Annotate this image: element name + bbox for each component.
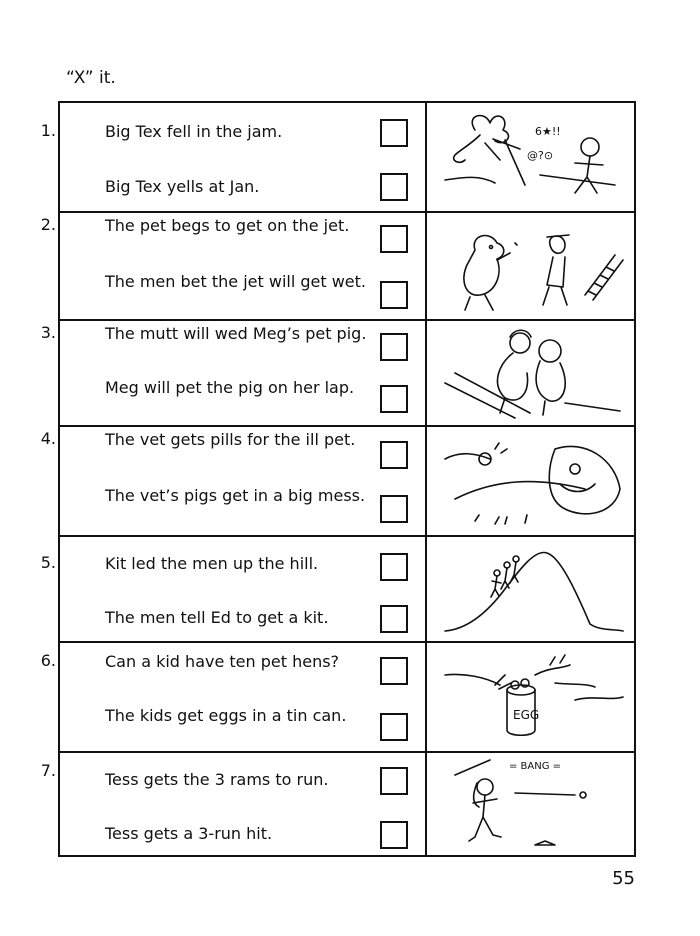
curse-text: 6★!! xyxy=(535,125,561,138)
sentence-a: Kit led the men up the hill. xyxy=(105,554,319,573)
item-number: 1. xyxy=(40,121,56,140)
sentence-b: Big Tex yells at Jan. xyxy=(105,177,260,196)
checkbox-a[interactable] xyxy=(380,553,408,581)
sentence-b: The kids get eggs in a tin can. xyxy=(105,706,347,725)
item-number: 3. xyxy=(40,323,56,342)
sentence-b: The vet’s pigs get in a big mess. xyxy=(105,486,366,505)
exercise-row-6 xyxy=(40,641,634,753)
checkbox-b[interactable] xyxy=(380,821,408,849)
sentence-b: Tess gets a 3-run hit. xyxy=(105,824,273,843)
illustration-vet-pills xyxy=(435,429,625,535)
checkbox-a[interactable] xyxy=(380,119,408,147)
sentence-a: Can a kid have ten pet hens? xyxy=(105,652,340,671)
exercise-row-4 xyxy=(40,425,634,537)
sentence-a: The mutt will wed Meg’s pet pig. xyxy=(105,324,367,343)
exercise-row-1 xyxy=(40,103,634,211)
checkbox-a[interactable] xyxy=(380,441,408,469)
exercise-row-7 xyxy=(40,751,634,861)
illustration-egg-can xyxy=(435,645,625,751)
checkbox-a[interactable] xyxy=(380,333,408,361)
exercise-row-5 xyxy=(40,535,634,643)
exercise-sheet xyxy=(40,101,636,857)
item-number: 6. xyxy=(40,651,56,670)
sentence-a: Tess gets the 3 rams to run. xyxy=(105,770,329,789)
bang-text: = BANG = xyxy=(509,761,562,772)
illustration-tex-jam xyxy=(435,105,625,209)
curse-text-2: @?⊙ xyxy=(527,149,554,162)
checkbox-b[interactable] xyxy=(380,605,408,633)
checkbox-a[interactable] xyxy=(380,225,408,253)
sentence-b: The men tell Ed to get a kit. xyxy=(105,608,329,627)
checkbox-b[interactable] xyxy=(380,713,408,741)
illustration-baseball xyxy=(435,755,625,859)
illustration-pet-jet xyxy=(435,215,625,319)
instructions: “X” it. xyxy=(66,68,116,88)
item-number: 4. xyxy=(40,429,56,448)
illustration-hill xyxy=(435,539,625,641)
checkbox-a[interactable] xyxy=(380,657,408,685)
checkbox-b[interactable] xyxy=(380,495,408,523)
sentence-a: The vet gets pills for the ill pet. xyxy=(105,430,356,449)
exercise-row-3 xyxy=(40,319,634,427)
sentence-a: Big Tex fell in the jam. xyxy=(105,122,283,141)
page-number: 55 xyxy=(612,868,635,889)
exercise-row-2 xyxy=(40,211,634,321)
item-number: 2. xyxy=(40,215,56,234)
checkbox-b[interactable] xyxy=(380,173,408,201)
can-label: EGG xyxy=(513,708,540,722)
checkbox-b[interactable] xyxy=(380,385,408,413)
checkbox-b[interactable] xyxy=(380,281,408,309)
sentence-a: The pet begs to get on the jet. xyxy=(105,216,350,235)
illustration-mutt-pig xyxy=(435,323,625,425)
sentence-b: The men bet the jet will get wet. xyxy=(105,272,367,291)
item-number: 5. xyxy=(40,553,56,572)
item-number: 7. xyxy=(40,761,56,780)
checkbox-a[interactable] xyxy=(380,767,408,795)
sentence-b: Meg will pet the pig on her lap. xyxy=(105,378,355,397)
